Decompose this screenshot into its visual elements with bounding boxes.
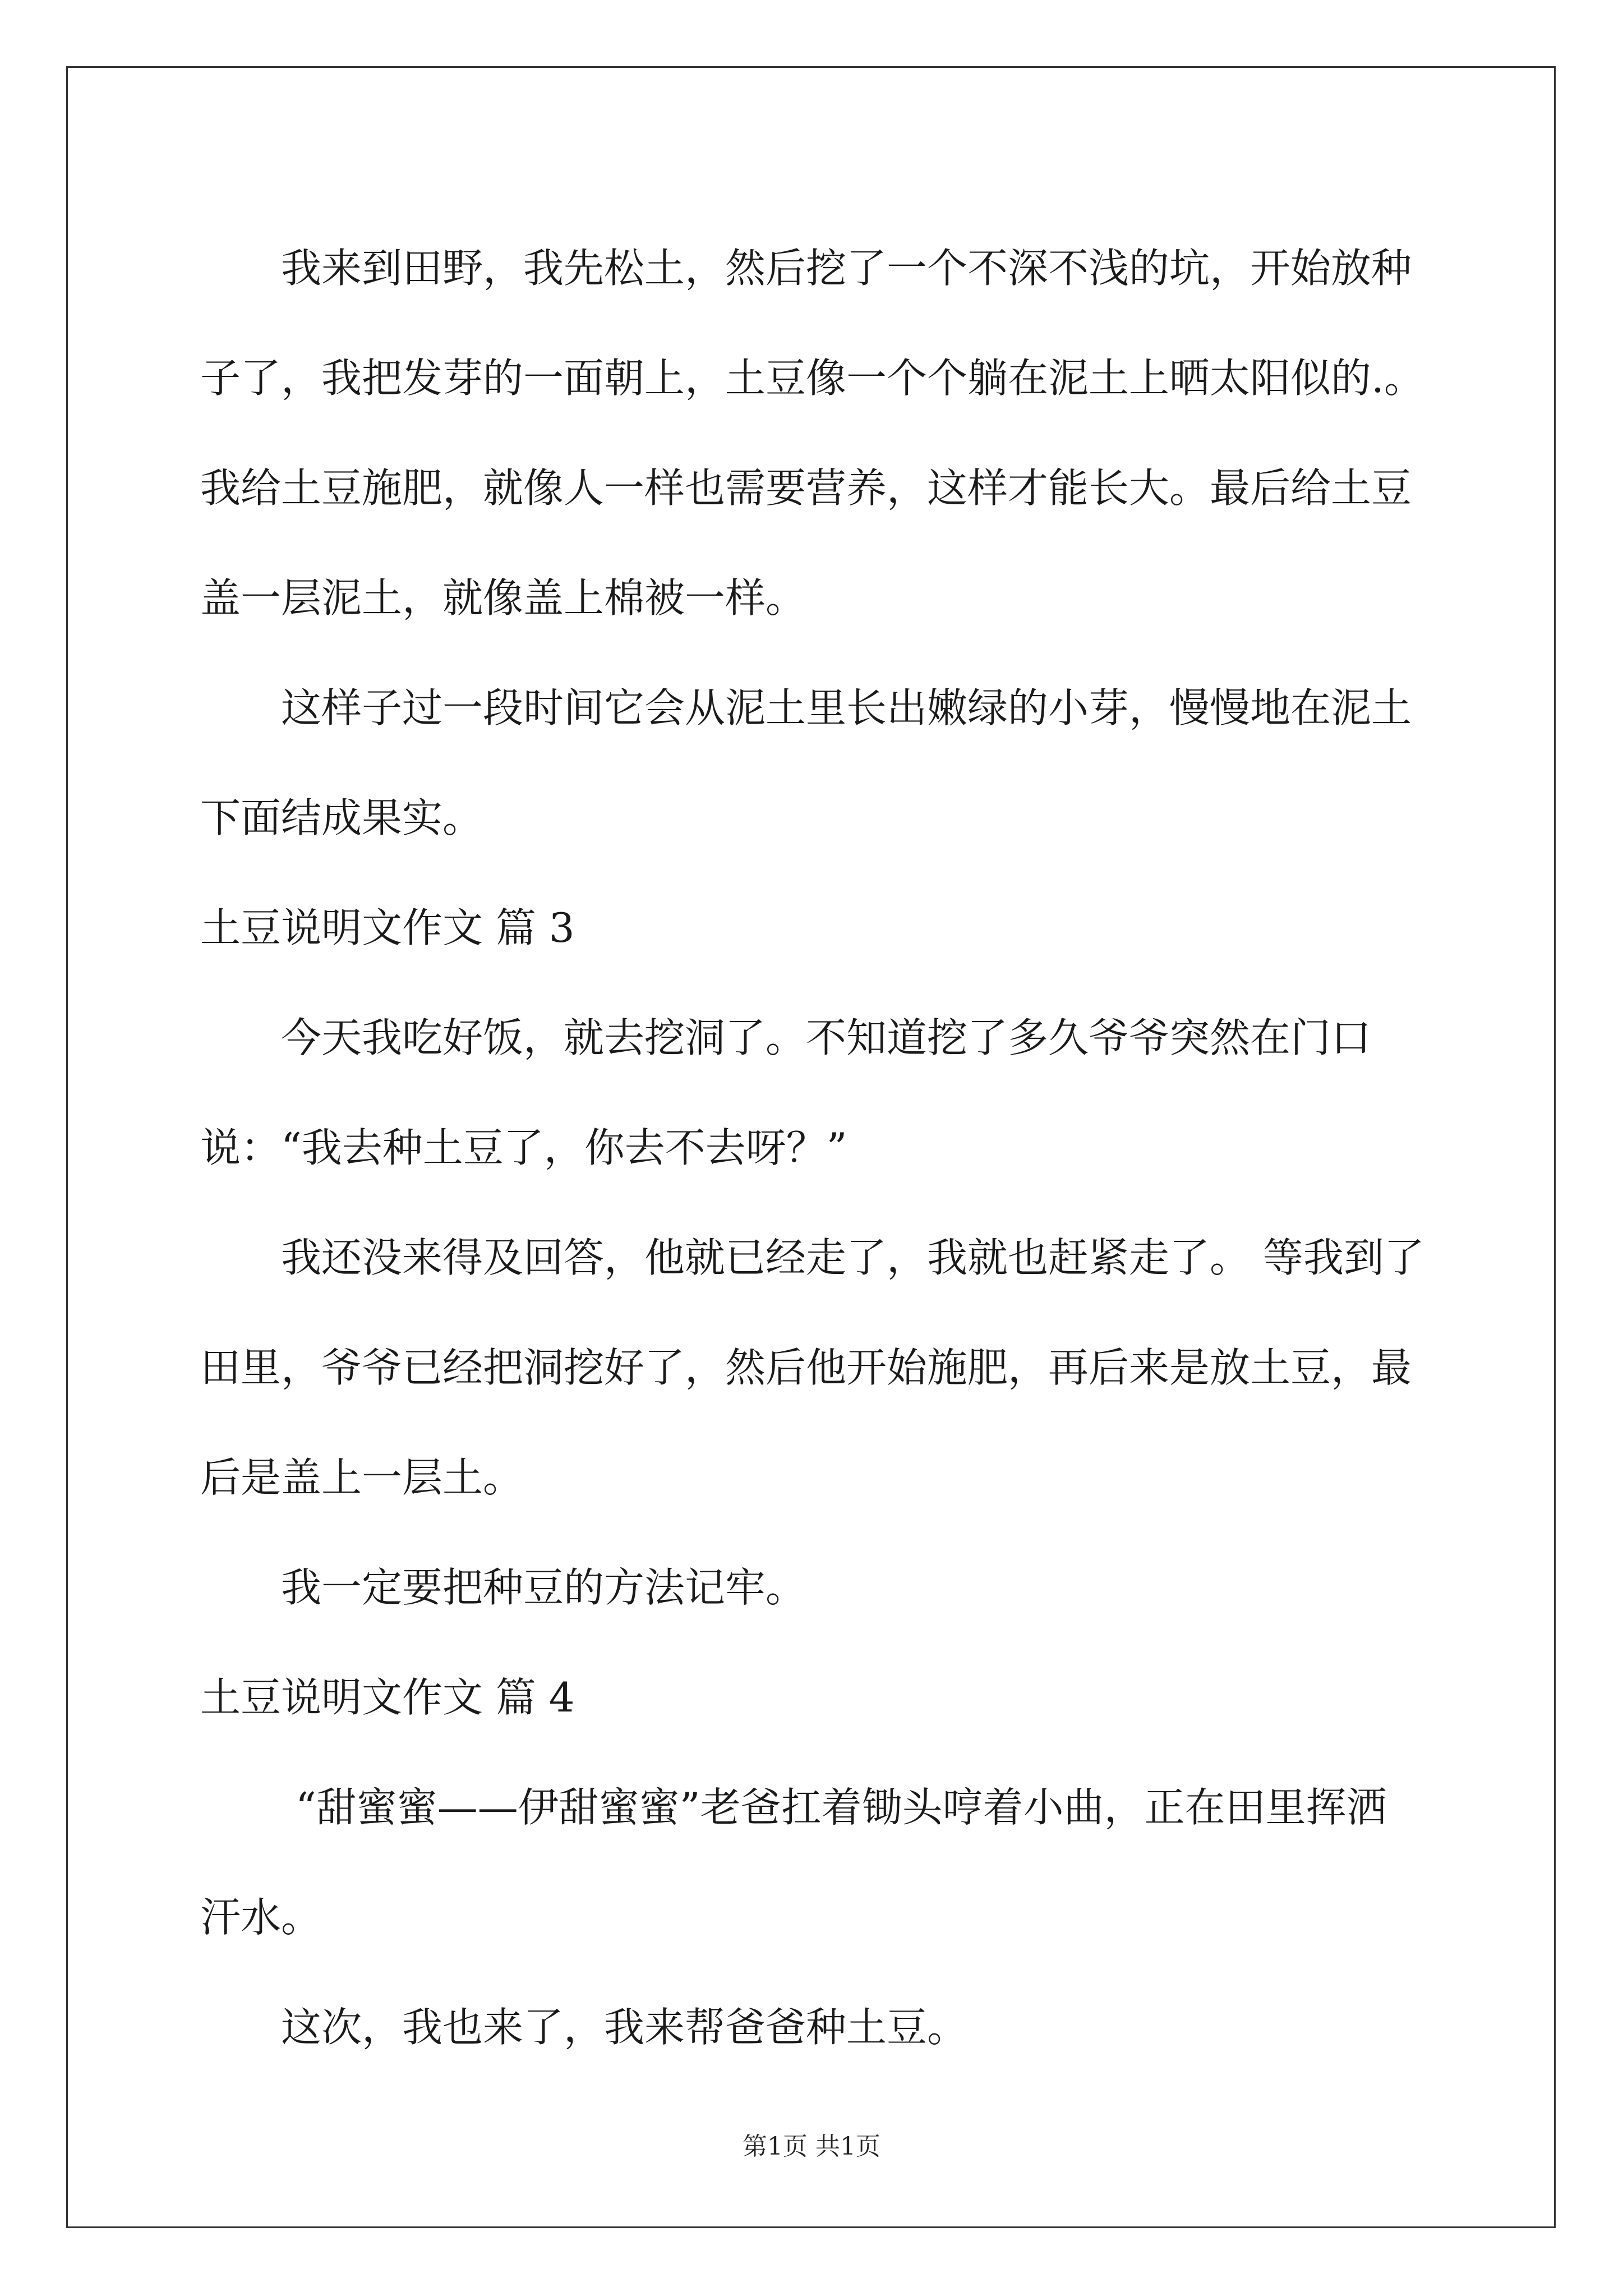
paragraph-line: 我还没来得及回答，他就已经走了，我就也赶紧走了。 等我到了 <box>281 1234 1424 1281</box>
paragraph-line: 我给土豆施肥，就像人一样也需要营养，这样才能长大。最后给土豆 <box>200 464 1412 512</box>
paragraph-line: 我来到田野，我先松土，然后挖了一个不深不浅的坑，开始放种 <box>281 245 1412 292</box>
document-body <box>200 213 1434 2082</box>
paragraph-line: 这样子过一段时间它会从泥土里长出嫩绿的小芽，慢慢地在泥土 <box>281 684 1412 731</box>
paragraph-line: 汗水。 <box>200 1894 322 1941</box>
paragraph-line: 说：“我去种土豆了，你去不去呀？” <box>200 1124 847 1171</box>
section-heading: 土豆说明文作文 篇 4 <box>200 1674 575 1721</box>
paragraph-line: “甜蜜蜜——伊甜蜜蜜”老爸扛着锄头哼着小曲，正在田里挥洒 <box>296 1784 1387 1831</box>
paragraph-line: 田里，爷爷已经把洞挖好了，然后他开始施肥，再后来是放土豆，最 <box>200 1344 1412 1391</box>
paragraph-line: 下面结成果实。 <box>200 794 483 841</box>
paragraph-line: 我一定要把种豆的方法记牢。 <box>281 1564 806 1611</box>
section-heading: 土豆说明文作文 篇 3 <box>200 904 575 951</box>
paragraph-line: 后是盖上一层土。 <box>200 1454 524 1501</box>
paragraph-line: 子了，我把发芽的一面朝上，土豆像一个个躺在泥土上晒太阳似的.。 <box>200 355 1424 402</box>
paragraph-line: 今天我吃好饭，就去挖洞了。不知道挖了多久爷爷突然在门口 <box>281 1014 1372 1061</box>
paragraph-line: 盖一层泥土，就像盖上棉被一样。 <box>200 574 806 622</box>
page-number-footer: 第1页 共1页 <box>743 2132 880 2161</box>
paragraph-line: 这次，我也来了，我来帮爸爸种土豆。 <box>281 2004 968 2051</box>
